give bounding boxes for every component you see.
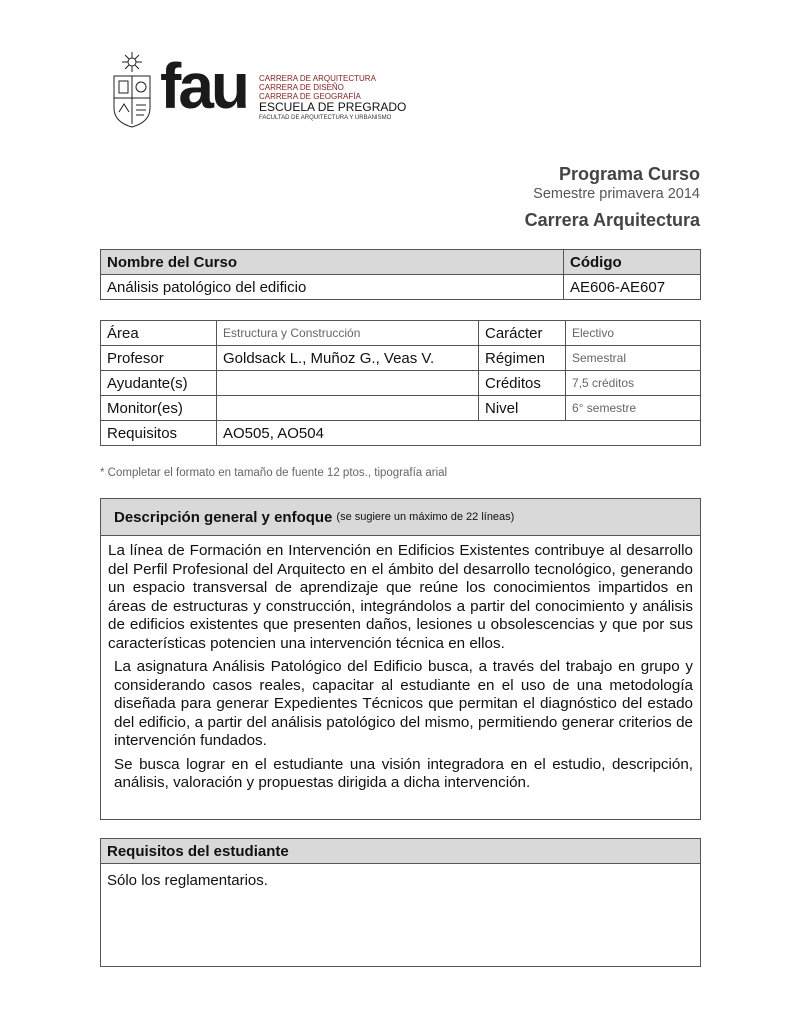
professor-label: Profesor xyxy=(101,346,217,371)
course-name-header: Nombre del Curso xyxy=(101,250,564,275)
program-title: Programa Curso xyxy=(558,164,700,184)
logo-line-geography: CARRERA DE GEOGRAFÍA xyxy=(259,92,361,101)
professor-value: Goldsack L., Muñoz G., Veas V. xyxy=(217,346,479,371)
regime-label: Régimen xyxy=(479,346,566,371)
faculty-logo xyxy=(110,50,410,130)
level-label: Nivel xyxy=(479,396,566,421)
requirements-value: AO505, AO504 xyxy=(217,421,701,446)
requirements-label: Requisitos xyxy=(101,421,217,446)
logo-school: ESCUELA DE PREGRADO xyxy=(259,100,407,114)
description-paragraph: Se busca lograr en el estudiante una visión integradora en el estudio, descripción, análisis, valoración y propuestas dirigida a dicha intervención. xyxy=(114,755,693,791)
area-value: Estructura y Construcción xyxy=(217,321,479,346)
course-code-value: AE606-AE607 xyxy=(564,275,701,300)
description-body xyxy=(101,536,700,793)
student-requirements-header: Requisitos del estudiante xyxy=(101,839,700,864)
monitor-value xyxy=(217,396,479,421)
credits-value: 7,5 créditos xyxy=(566,371,701,396)
description-title: Descripción general y enfoque xyxy=(114,508,333,526)
monitor-label: Monitor(es) xyxy=(101,396,217,421)
logo-line-design: CARRERA DE DISEÑO xyxy=(259,83,344,92)
credits-label: Créditos xyxy=(479,371,566,396)
course-name-table xyxy=(100,249,701,300)
character-label: Carácter xyxy=(479,321,566,346)
assistant-value xyxy=(217,371,479,396)
university-crest-icon xyxy=(110,50,154,128)
area-label: Área xyxy=(101,321,217,346)
student-requirements-text: Sólo los reglamentarios. xyxy=(107,872,268,889)
regime-value: Semestral xyxy=(566,346,701,371)
description-box xyxy=(100,498,701,820)
course-info-table xyxy=(100,320,701,446)
semester: Semestre primavera 2014 xyxy=(533,186,700,202)
career-title: Carrera Arquitectura xyxy=(524,210,700,230)
description-header xyxy=(101,499,700,536)
description-paragraph: La asignatura Análisis Patológico del Edificio busca, a través del trabajo en grupo y considerando casos reales, capacitar al estudiante en el uso de una metodología diseñada para generar Expedientes Técnicos que permitan el diagnóstico del estado del edificio, a partir del análisis patológico del mismo, permitiendo generar criterios de intervención fundados. xyxy=(114,658,693,749)
character-value: Electivo xyxy=(566,321,701,346)
course-name-value: Análisis patológico del edificio xyxy=(101,275,564,300)
format-note: * Completar el formato en tamaño de fuente 12 ptos., tipografía arial xyxy=(100,467,448,479)
course-code-header: Código xyxy=(564,250,701,275)
fau-wordmark: fau xyxy=(160,50,247,122)
logo-line-architecture: CARRERA DE ARQUITECTURA xyxy=(259,74,376,83)
level-value: 6° semestre xyxy=(566,396,701,421)
description-paragraph: La línea de Formación en Intervención en Edificios Existentes contribuye al desarrollo del Perfil Profesional del Arquitecto en el ámbito del desarrollo tecnológico, generando un espacio transversal de aprendizaje que reúne los conocimientos impartidos en áreas de estructuras y construcción, integrándolos a partir del conocimiento y análisis de edificios existentes que presenten daños, lesiones u obsolescencias y que por sus características potencien una intervención técnica en ellos. xyxy=(108,542,693,652)
logo-faculty: FACULTAD DE ARQUITECTURA Y URBANISMO xyxy=(259,115,392,121)
logo-text-block xyxy=(259,74,406,122)
student-requirements-box xyxy=(100,838,701,967)
description-subtitle: (se sugiere un máximo de 22 líneas) xyxy=(336,511,515,523)
assistant-label: Ayudante(s) xyxy=(101,371,217,396)
